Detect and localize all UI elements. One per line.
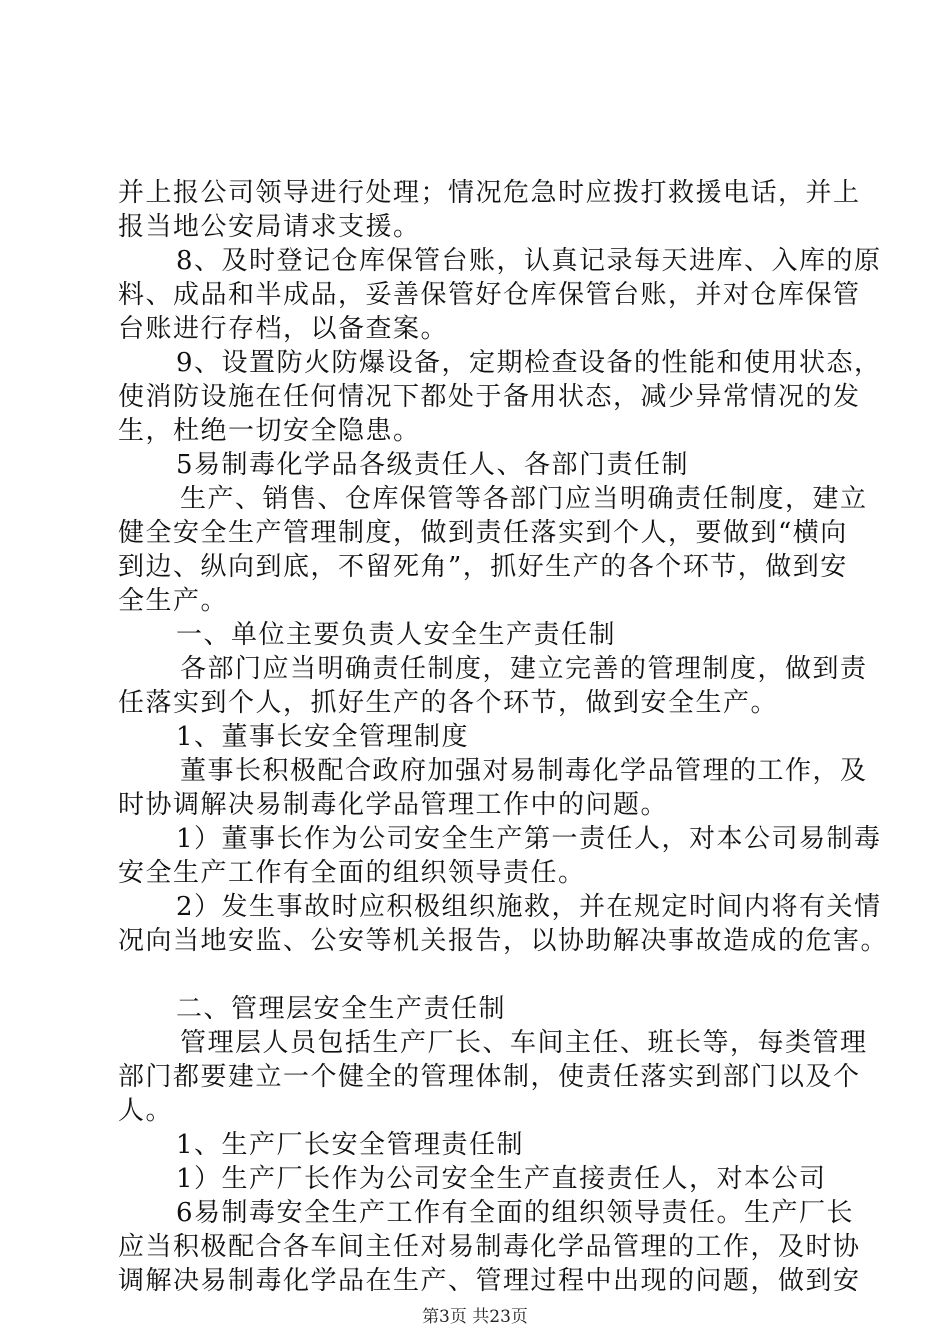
- body-line: 各部门应当明确责任制度，建立完善的管理制度，做到责: [180, 654, 868, 684]
- body-line: 2）发生事故时应积极组织施救，并在规定时间内将有关情: [176, 892, 882, 922]
- body-line: 6易制毒安全生产工作有全面的组织领导责任。生产厂长: [176, 1198, 855, 1228]
- body-line: 任落实到个人，抓好生产的各个环节，做到安全生产。: [118, 688, 779, 718]
- section-heading: 二、管理层安全生产责任制: [176, 994, 507, 1024]
- body-line: 9、设置防火防爆设备，定期检查设备的性能和使用状态，: [176, 348, 882, 378]
- section-heading: 1、生产厂长安全管理责任制: [176, 1130, 525, 1160]
- body-line: 1）生产厂长作为公司安全生产直接责任人，对本公司: [176, 1164, 827, 1194]
- body-line: 并上报公司领导进行处理；情况危急时应拨打救援电话，并上: [118, 178, 861, 208]
- body-line: 报当地公安局请求支援。: [118, 212, 421, 242]
- body-line: 台账进行存档，以备查案。: [118, 314, 449, 344]
- body-line: 安全生产工作有全面的组织领导责任。: [118, 858, 586, 888]
- body-line: 人。: [118, 1096, 174, 1126]
- section-heading: 1、董事长安全管理制度: [176, 722, 470, 752]
- section-heading: 5易制毒化学品各级责任人、各部门责任制: [176, 450, 690, 480]
- body-line: 时协调解决易制毒化学品管理工作中的问题。: [118, 790, 669, 820]
- body-line: 调解决易制毒化学品在生产、管理过程中出现的问题，做到安: [118, 1266, 861, 1296]
- section-heading: 一、单位主要负责人安全生产责任制: [176, 620, 617, 650]
- body-line: 8、及时登记仓库保管台账，认真记录每天进库、入库的原: [176, 246, 882, 276]
- body-line: 部门都要建立一个健全的管理体制，使责任落实到部门以及个: [118, 1062, 861, 1092]
- body-line: 使消防设施在任何情况下都处于备用状态，减少异常情况的发: [118, 382, 861, 412]
- body-line: 料、成品和半成品，妥善保管好仓库保管台账，并对仓库保管: [118, 280, 861, 310]
- body-line: 到边、纵向到底，不留死角”，抓好生产的各个环节，做到安: [118, 552, 848, 582]
- body-line: 生产、销售、仓库保管等各部门应当明确责任制度，建立: [180, 484, 868, 514]
- page-footer: 第3页 共23页: [422, 1307, 528, 1327]
- body-line: 董事长积极配合政府加强对易制毒化学品管理的工作，及: [180, 756, 868, 786]
- body-line: 生，杜绝一切安全隐患。: [118, 416, 421, 446]
- body-line: 健全安全生产管理制度，做到责任落实到个人，要做到“横向: [118, 518, 848, 548]
- body-line: 1）董事长作为公司安全生产第一责任人，对本公司易制毒: [176, 824, 882, 854]
- body-line: 应当积极配合各车间主任对易制毒化学品管理的工作，及时协: [118, 1232, 861, 1262]
- body-line: 况向当地安监、公安等机关报告，以协助解决事故造成的危害。: [118, 926, 889, 956]
- body-line: 全生产。: [118, 586, 229, 616]
- body-line: 管理层人员包括生产厂长、车间主任、班长等，每类管理: [180, 1028, 868, 1058]
